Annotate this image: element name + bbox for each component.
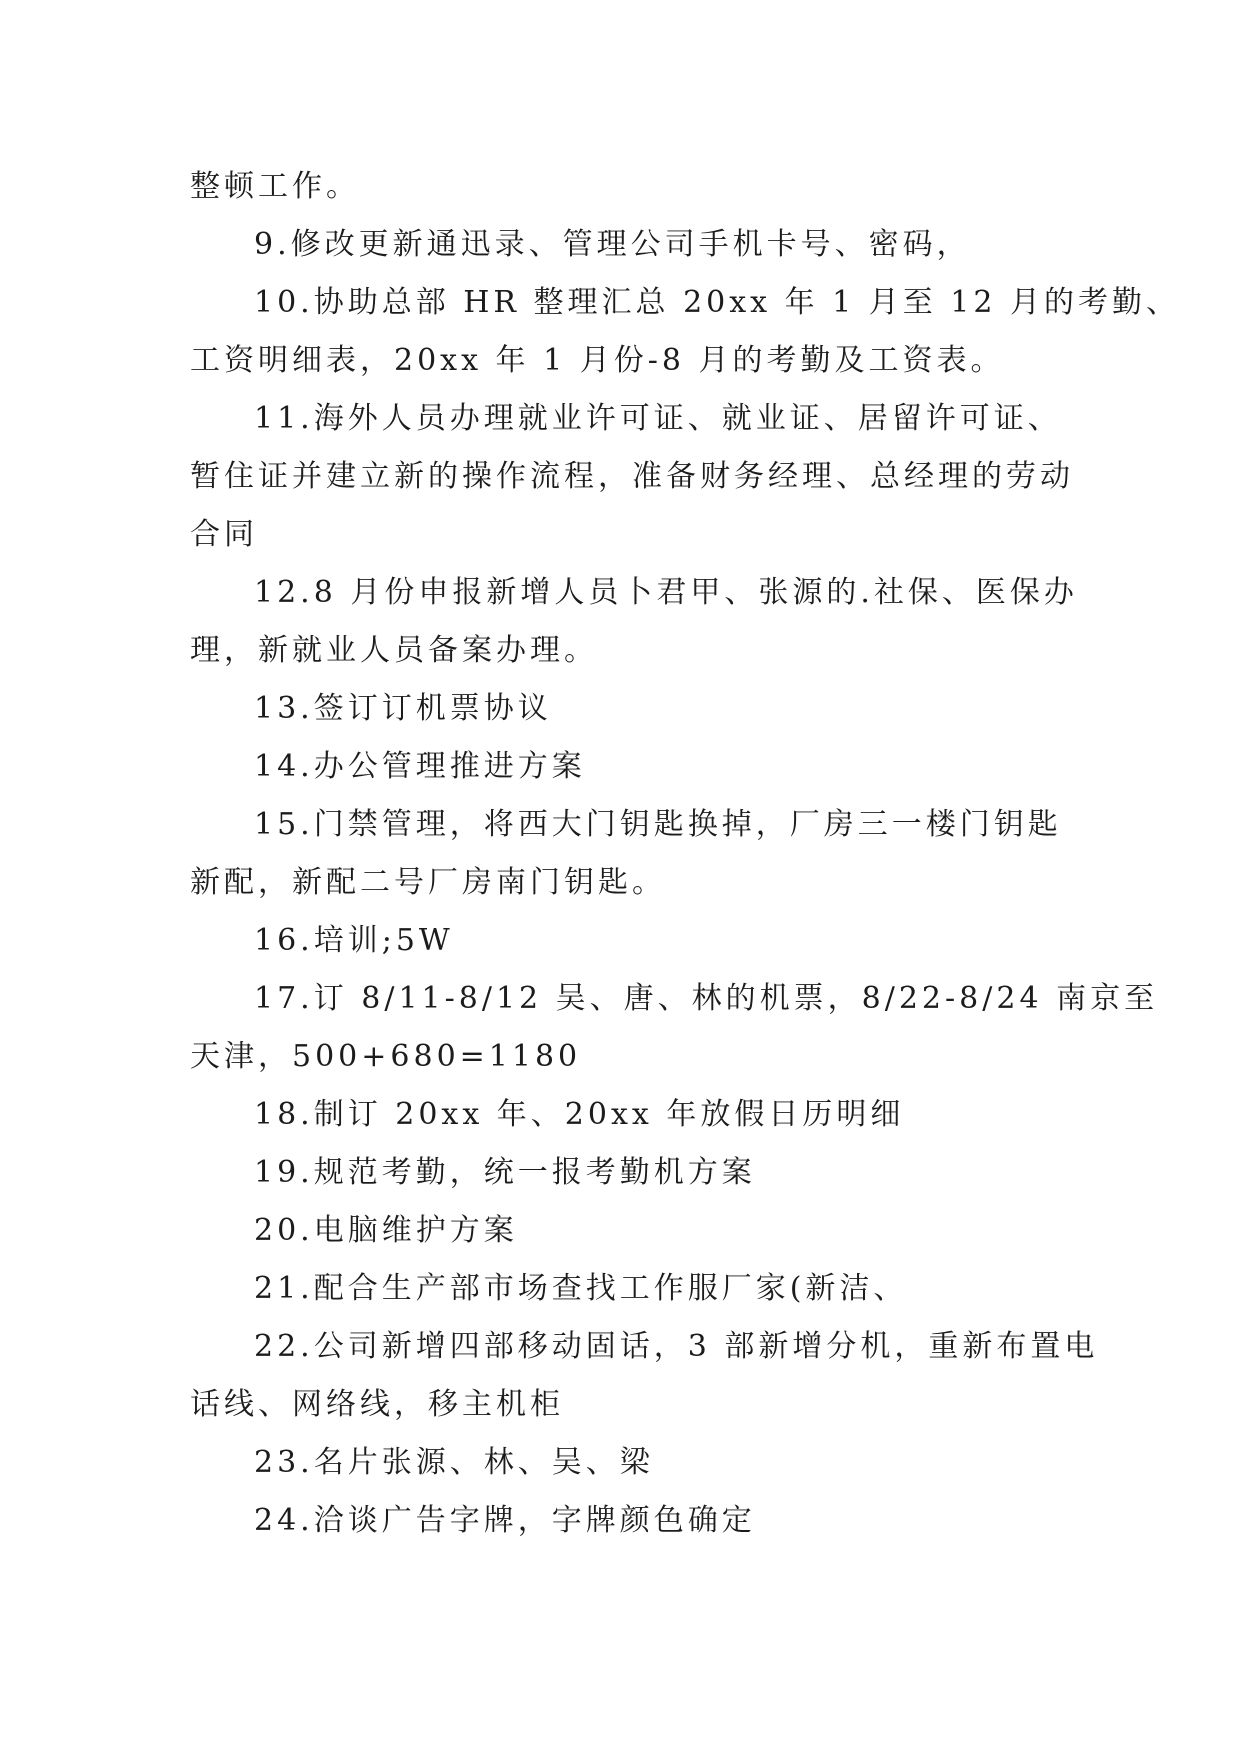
list-item-10-continuation: 工资明细表，20xx 年 1 月份-8 月的考勤及工资表。: [190, 343, 1005, 378]
list-item-11: 11.海外人员办理就业许可证、就业证、居留许可证、: [254, 401, 1062, 436]
list-item-14: 14.办公管理推进方案: [254, 749, 586, 784]
list-item-11-continuation: 暂住证并建立新的操作流程，准备财务经理、总经理的劳动: [190, 459, 1074, 494]
list-item-22: 22.公司新增四部移动固话，3 部新增分机，重新布置电: [254, 1329, 1099, 1364]
list-item-10: 10.协助总部 HR 整理汇总 20xx 年 1 月至 12 月的考勤、: [254, 285, 1181, 320]
list-item-17: 17.订 8/11-8/12 吴、唐、林的机票，8/22-8/24 南京至: [254, 981, 1159, 1016]
list-item-22-continuation: 话线、网络线，移主机柜: [190, 1387, 564, 1422]
list-item-17-continuation: 天津，500+680=1180: [190, 1039, 582, 1074]
document-body: [190, 158, 1181, 1550]
text-line: 整顿工作。: [190, 169, 360, 204]
list-item-13: 13.签订订机票协议: [254, 691, 552, 726]
list-item-20: 20.电脑维护方案: [254, 1213, 518, 1248]
list-item-24: 24.洽谈广告字牌，字牌颜色确定: [254, 1503, 756, 1538]
list-item-15: 15.门禁管理，将西大门钥匙换掉，厂房三一楼门钥匙: [254, 807, 1062, 842]
list-item-21: 21.配合生产部市场查找工作服厂家(新洁、: [254, 1271, 908, 1306]
list-item-16: 16.培训;5W: [254, 923, 454, 958]
list-item-23: 23.名片张源、林、吴、梁: [254, 1445, 654, 1480]
list-item-11-continuation: 合同: [190, 517, 258, 552]
list-item-12-continuation: 理，新就业人员备案办理。: [190, 633, 598, 668]
list-item-12: 12.8 月份申报新增人员卜君甲、张源的.社保、医保办: [254, 575, 1078, 610]
list-item-19: 19.规范考勤，统一报考勤机方案: [254, 1155, 756, 1190]
list-item-18: 18.制订 20xx 年、20xx 年放假日历明细: [254, 1097, 905, 1132]
list-item-9: 9.修改更新通迅录、管理公司手机卡号、密码，: [254, 227, 971, 262]
list-item-15-continuation: 新配，新配二号厂房南门钥匙。: [190, 865, 666, 900]
